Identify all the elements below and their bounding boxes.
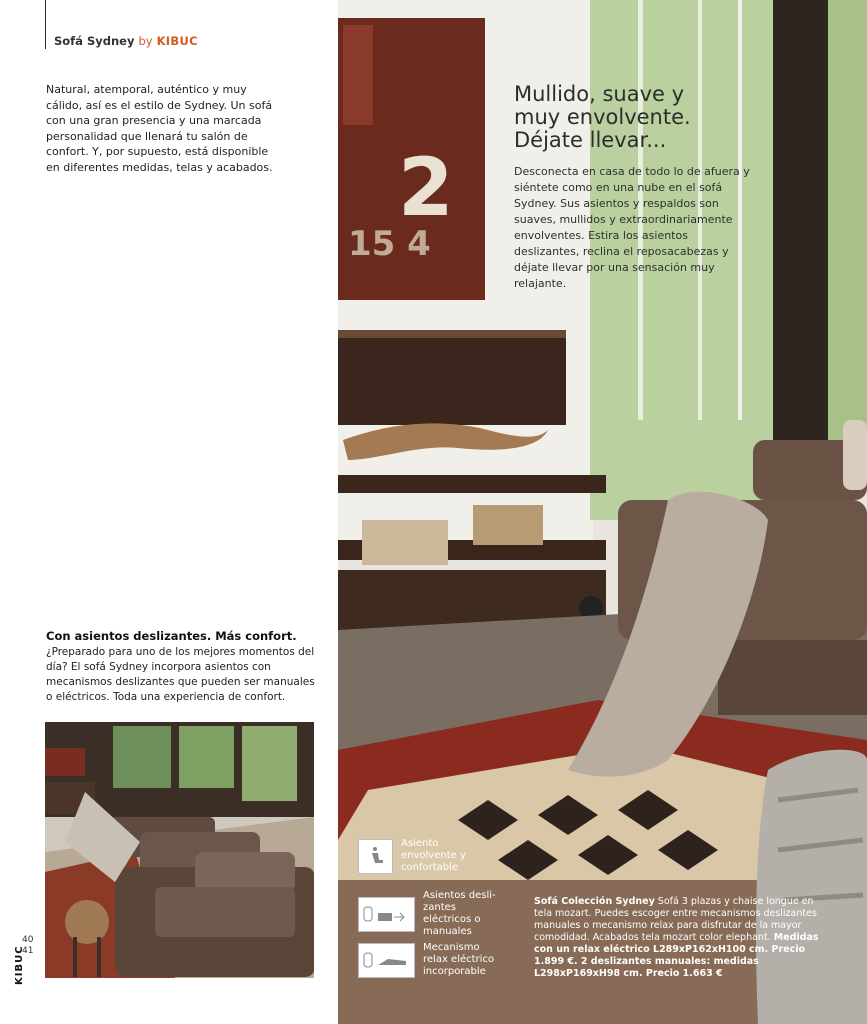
artwork-number: 2 bbox=[398, 141, 454, 234]
hero-body: Desconecta en casa de todo lo de afuera y siéntete como en una nube en el sofá Sydney. Sus asientos y respaldos son suaves, mullidos y extraordinariamente envolventes. Estira los asientos deslizantes, reclina el reposacabezas y déjate llevar por una sensación muy relajante. bbox=[514, 165, 750, 290]
section-title: Con asientos deslizantes. Más confort. bbox=[46, 629, 297, 643]
caption-description: Sofá 3 plazas y chaise longue en tela mozart. Puedes escoger entre mecanismos deslizantes manuales o mecanismo relax para disfrutar de la mayor comodidad. Acabados tela mozart color elephant. bbox=[534, 896, 817, 943]
section-body: ¿Preparado para uno de los mejores momentos del día? El sofá Sydney incorpora asientos con mecanismos deslizantes que pueden ser manuales o eléctricos. Toda una experiencia de confort. bbox=[46, 646, 315, 703]
product-caption bbox=[534, 896, 824, 980]
left-column bbox=[0, 0, 338, 1024]
page-number-left: 40 bbox=[22, 935, 34, 945]
caption-product-name: Sofá Colección Sydney bbox=[534, 896, 655, 907]
page-number-right: 41 bbox=[22, 946, 34, 956]
seat-icon bbox=[358, 839, 393, 874]
sliding-seat-icon bbox=[358, 897, 415, 932]
hero-title: Mullido, suave y muy envolvente. Déjate llevar... bbox=[514, 82, 691, 152]
feature-label: Asiento envolvente y confortable bbox=[401, 838, 466, 873]
svg-text:15 4: 15 4 bbox=[348, 224, 431, 264]
header-title: Sofá Sydney bbox=[54, 34, 135, 48]
sofa-thumbnail-photo bbox=[45, 722, 314, 978]
caption-prices: Medidas con un relax eléctrico L289xP162xH100 cm. Precio 1.899 €. 2 deslizantes manuales: medidas L298xP169xH98 cm. Precio 1.663 € bbox=[534, 932, 819, 979]
header-brand: KIBUC bbox=[156, 34, 198, 48]
feature-seat bbox=[358, 838, 481, 874]
feature-label: Mecanismo relax eléctrico incorporable bbox=[423, 942, 495, 977]
vertical-brand-logo: KIBUC bbox=[14, 945, 25, 985]
page-header bbox=[45, 33, 198, 49]
feature-relax bbox=[358, 942, 503, 978]
header-by: by bbox=[138, 34, 153, 48]
intro-paragraph: Natural, atemporal, auténtico y muy cálido, así es el estilo de Sydney. Un sofá con una gran presencia y una marcada personalidad que llenará tu salón de confort. Y, por supuesto, está disponible en diferentes medidas, telas y acabados. bbox=[46, 83, 273, 174]
relax-mechanism-icon bbox=[358, 943, 415, 978]
feature-sliding-seats bbox=[358, 890, 503, 938]
feature-label: Asientos desli-zantes eléctricos o manuales bbox=[423, 890, 496, 937]
